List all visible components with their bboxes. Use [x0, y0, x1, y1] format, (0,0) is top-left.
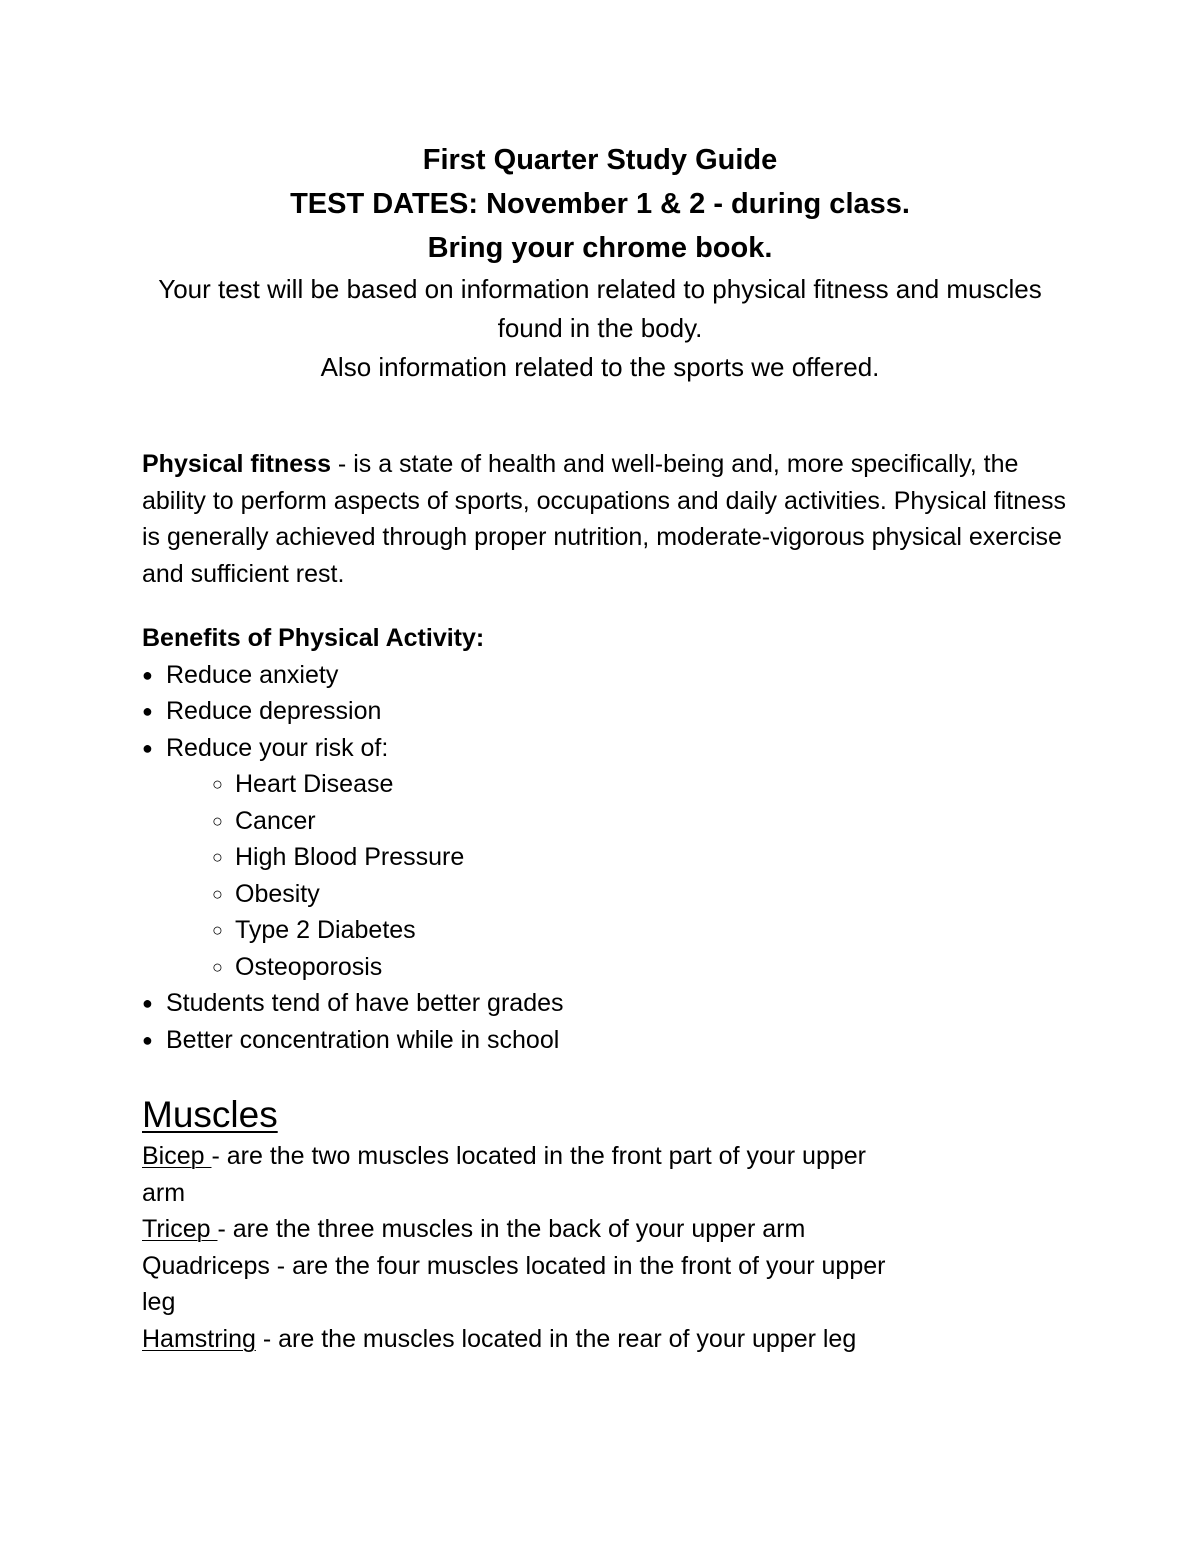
muscle-entry-bicep: [142, 1138, 902, 1211]
bullet-icon: ●: [142, 1029, 153, 1050]
physical-fitness-term: Physical fitness: [142, 450, 331, 478]
muscles-section: [142, 1092, 902, 1357]
muscle-name: Tricep: [142, 1215, 218, 1243]
list-item-text: Students tend of have better grades: [166, 989, 564, 1017]
muscle-name: Bicep: [142, 1142, 212, 1170]
list-item: [142, 912, 1072, 949]
list-item: [142, 657, 1072, 694]
list-item: [142, 803, 1072, 840]
bullet-icon: ●: [142, 737, 153, 758]
benefits-list-continued: [142, 985, 1072, 1058]
hollow-bullet-icon: ○: [212, 810, 223, 831]
list-item-text: Better concentration while in school: [166, 1025, 560, 1054]
physical-fitness-text: - is a state of health and well-being and, more specifically, the ability to perform aspects of sports, occupations and daily activities. Physical fitness is generally achieved through proper nutrition, moderate-vigorous physical exercise and sufficient rest.: [142, 450, 1067, 588]
sports-note: Also information related to the sports we offered.: [320, 352, 880, 382]
muscle-description: - are the three muscles in the back of your upper arm: [217, 1215, 806, 1243]
test-intro: Your test will be based on information related to physical fitness and muscles found in the body.: [158, 274, 1042, 343]
muscle-description: - are the two muscles located in the front part of your upper arm: [142, 1142, 866, 1207]
hollow-bullet-icon: ○: [212, 883, 223, 904]
hollow-bullet-icon: ○: [212, 956, 223, 977]
list-item: [142, 1022, 1072, 1059]
muscles-heading: Muscles: [142, 1094, 278, 1135]
muscle-entry-hamstring: [142, 1321, 902, 1358]
list-item: [142, 693, 1072, 730]
bullet-icon: ●: [142, 993, 153, 1013]
list-item-text: Cancer: [235, 806, 316, 835]
document-title: First Quarter Study Guide: [422, 144, 778, 176]
bullet-icon: ●: [142, 701, 153, 721]
hollow-bullet-icon: ○: [212, 847, 223, 867]
physical-fitness-definition: [142, 446, 1072, 592]
hollow-bullet-icon: ○: [212, 774, 223, 794]
hollow-bullet-icon: ○: [212, 920, 223, 940]
muscle-entry-quadriceps: [142, 1248, 902, 1321]
list-item: [142, 839, 1072, 876]
list-item-text: Reduce your risk of:: [166, 733, 389, 762]
risk-list: [142, 766, 1072, 985]
bring-instruction: Bring your chrome book.: [427, 232, 773, 264]
list-item-text: Osteoporosis: [235, 952, 383, 981]
test-dates: TEST DATES: November 1 & 2 - during class.: [290, 188, 910, 220]
muscle-name: Hamstring: [142, 1324, 256, 1353]
list-item-text: Reduce depression: [166, 697, 382, 725]
benefits-list: [142, 657, 1072, 767]
list-item: [142, 876, 1072, 913]
list-item-text: Heart Disease: [235, 770, 394, 798]
muscle-entry-tricep: [142, 1211, 902, 1248]
muscle-description: - are the muscles located in the rear of your upper leg: [255, 1324, 857, 1353]
list-item-text: Type 2 Diabetes: [235, 916, 416, 944]
muscle-name: Quadriceps: [142, 1251, 270, 1280]
list-item: [142, 985, 1072, 1022]
list-item-text: Reduce anxiety: [166, 660, 339, 689]
bullet-icon: ●: [142, 664, 153, 685]
muscle-description: - are the four muscles located in the front of your upper leg: [142, 1251, 886, 1316]
list-item-text: High Blood Pressure: [235, 843, 465, 871]
list-item-text: Obesity: [235, 879, 320, 908]
list-item: [142, 949, 1072, 986]
benefits-section: [142, 620, 1072, 1058]
benefits-heading: Benefits of Physical Activity:: [142, 624, 485, 652]
document-header: [0, 138, 1200, 387]
list-item: [142, 766, 1072, 803]
list-item: [142, 730, 1072, 767]
